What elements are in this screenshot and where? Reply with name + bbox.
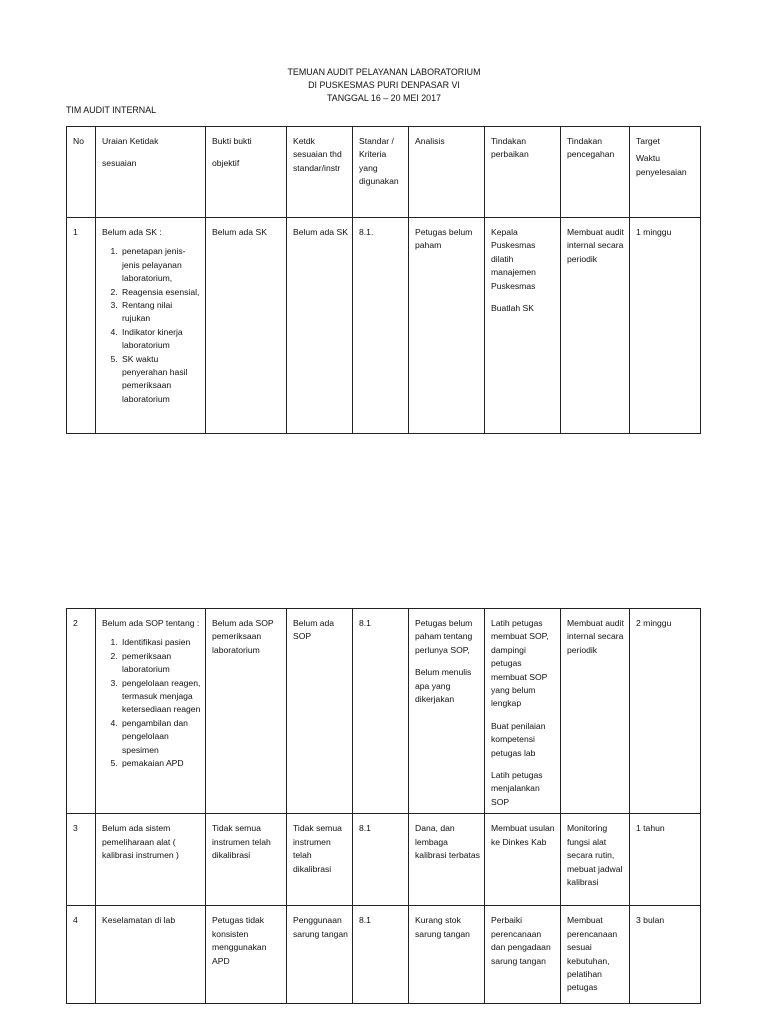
row-standar: 8.1: [353, 609, 409, 814]
header-ketdk: Ketdk sesuaian thd standar/instr: [287, 127, 353, 218]
row-ketdk: Belum ada SK: [287, 218, 353, 434]
header-target-line-2: Waktu penyelesaian: [636, 153, 687, 177]
row-number: 2: [67, 609, 96, 814]
audit-findings-table-page-2: [66, 608, 701, 1004]
row-pencegahan: Membuat audit internal secara periodik: [561, 218, 630, 434]
row-analisis: [409, 814, 485, 906]
list-item: 3. pengelolaan reagen, termasuk menjaga ketersediaan reagen: [120, 677, 201, 717]
list-item: 4. pengambilan dan pengelolaan spesimen: [120, 717, 201, 757]
list-item: 1. Identifikasi pasien: [120, 636, 201, 649]
header-uraian: [96, 127, 206, 218]
row-analisis-text: Belum menulis apa yang dikerjakan: [415, 667, 472, 705]
row-bukti: Petugas tidak konsisten menggunakan APD: [206, 906, 287, 1004]
row-analisis: [409, 218, 485, 434]
row-analisis-text: Petugas belum paham: [415, 227, 473, 251]
row-uraian: [96, 609, 206, 814]
row-bukti: Tidak semua instrumen telah dikalibrasi: [206, 814, 287, 906]
audit-team-label: TIM AUDIT INTERNAL: [66, 105, 157, 115]
document-title-line-1: TEMUAN AUDIT PELAYANAN LABORATORIUM: [287, 67, 481, 77]
row-bukti: Belum ada SK: [206, 218, 287, 434]
row-uraian-intro: Belum ada SOP tentang :: [102, 618, 200, 628]
header-target: [630, 127, 701, 218]
row-perbaikan-text: Membuat usulan ke Dinkes Kab: [491, 823, 555, 847]
row-uraian: [96, 218, 206, 434]
list-item: 4. Indikator kinerja laboratorium: [120, 326, 201, 353]
row-perbaikan: [485, 814, 561, 906]
list-item: 3. Rentang nilai rujukan: [120, 299, 201, 326]
row-perbaikan-text: Latih petugas menjalankan SOP: [491, 770, 543, 807]
row-target: 1 tahun: [630, 814, 701, 906]
row-pencegahan: Membuat audit internal secara periodik: [561, 609, 630, 814]
row-ketdk: Penggunaan sarung tangan: [287, 906, 353, 1004]
row-analisis: [409, 609, 485, 814]
row-uraian-list: [102, 636, 201, 770]
row-analisis: [409, 906, 485, 1004]
header-standar: Standar / Kriteria yang digunakan: [353, 127, 409, 218]
row-perbaikan-text: Kepala Puskesmas dilatih manajemen Puskesmas: [491, 227, 536, 291]
list-item: 5. pemakaian APD: [120, 757, 201, 770]
row-analisis-text: Petugas belum paham tentang perlunya SOP,: [415, 618, 473, 655]
header-target-line-1: Target: [636, 136, 660, 146]
row-analisis-text: Dana, dan lembaga kalibrasi terbatas: [415, 823, 480, 861]
row-standar: 8.1: [353, 906, 409, 1004]
row-perbaikan: [485, 609, 561, 814]
header-bukti-line-2: objektif: [212, 158, 240, 169]
list-item: 5. SK waktu penyerahan hasil pemeriksaan laboratorium: [120, 353, 201, 407]
row-standar: 8.1.: [353, 218, 409, 434]
row-number: 1: [67, 218, 96, 434]
row-perbaikan-text: Perbaiki perencanaan dan pengadaan sarung tangan: [491, 915, 551, 966]
row-ketdk: Tidak semua instrumen telah dikalibrasi: [287, 814, 353, 906]
header-analisis: Analisis: [409, 127, 485, 218]
row-number: 4: [67, 906, 96, 1004]
row-standar: 8.1: [353, 814, 409, 906]
table-row: [67, 609, 701, 814]
document-title-line-3: TANGGAL 16 – 20 MEI 2017: [327, 93, 441, 103]
header-bukti: [206, 127, 287, 218]
row-perbaikan: [485, 906, 561, 1004]
row-uraian: Belum ada sistem pemeliharaan alat ( kalibrasi instrumen ): [96, 814, 206, 906]
header-pencegahan: Tindakan pencegahan: [561, 127, 630, 218]
header-bukti-line-1: Bukti bukti: [212, 136, 252, 146]
list-item: 2. Reagensia esensial,: [120, 286, 201, 299]
row-target: 3 bulan: [630, 906, 701, 1004]
row-target: 2 minggu: [630, 609, 701, 814]
row-perbaikan-text: Latih petugas membuat SOP, dampingi petugas membuat SOP yang belum lengkap: [491, 618, 549, 709]
row-perbaikan: [485, 218, 561, 434]
document-title-line-2: DI PUSKESMAS PURI DENPASAR VI: [308, 80, 460, 90]
row-pencegahan: Membuat perencanaan sesuai kebutuhan, pelatihan petugas: [561, 906, 630, 1004]
row-target: 1 minggu: [630, 218, 701, 434]
row-bukti: Belum ada SOP pemeriksaan laboratorium: [206, 609, 287, 814]
row-pencegahan: Monitoring fungsi alat secara rutin, mebuat jadwal kalibrasi: [561, 814, 630, 906]
audit-findings-table-page-1: [66, 126, 701, 434]
list-item: 1. penetapan jenis-jenis pelayanan laboratorium,: [120, 245, 201, 285]
table-row: [67, 906, 701, 1004]
table-row: [67, 814, 701, 906]
row-uraian-intro: Belum ada SK :: [102, 227, 162, 237]
list-item: 2. pemeriksaan laboratorium: [120, 650, 201, 677]
header-no: No: [67, 127, 96, 218]
row-uraian-list: [102, 245, 201, 406]
row-uraian: Keselamatan di lab: [96, 906, 206, 1004]
table-header-row: [67, 127, 701, 218]
header-uraian-line-1: Uraian Ketidak: [102, 136, 159, 146]
header-perbaikan: Tindakan perbaikan: [485, 127, 561, 218]
table-row: [67, 218, 701, 434]
header-uraian-line-2: sesuaian: [102, 158, 137, 169]
row-analisis-text: Kurang stok sarung tangan: [415, 915, 470, 939]
row-perbaikan-text: Buatlah SK: [491, 303, 534, 314]
row-perbaikan-text: Buat penilaian kompetensi petugas lab: [491, 720, 546, 758]
row-ketdk: Belum ada SOP: [287, 609, 353, 814]
row-number: 3: [67, 814, 96, 906]
